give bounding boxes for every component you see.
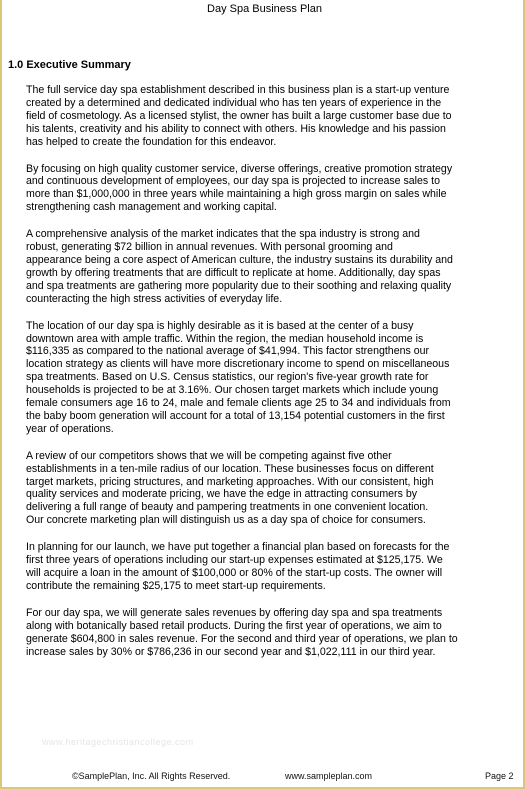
paragraph-location: The location of our day spa is highly desirable as it is based at the center of a busy downtown area with ample traffic. Within the region, the median household income is $116,335 as compared to the national average of $41,994. This factor strengthens our location strategy as clients will have more discretionary income to spend on miscellaneous spa treatments. Based on U.S. Census statistics, our region's five-year growth rate for households is projected to be at 3.16%. Our chosen target markets which include young female consumers age 16 to 24, male and female clients age 25 to 34 and individuals from the baby boom generation will account for a total of 13,154 potential customers in the first year of operations.	[26, 319, 451, 435]
footer-page-number: Page 2	[485, 771, 514, 781]
footer-url[interactable]: www.sampleplan.com	[285, 771, 373, 781]
document-title: Day Spa Business Plan	[207, 3, 322, 15]
page-footer	[2, 771, 525, 785]
paragraph-market-analysis: A comprehensive analysis of the market indicates that the spa industry is strong and robust, generating $72 billion in annual revenues. With personal grooming and appearance being a core aspect of American culture, the industry sustains its durability and growth by offering treatments that are difficult to replicate at home. Additionally, day spas and spa treatments are gathering more popularity due to their soothing and relaxing quality counteracting the high stress activities of everyday life.	[26, 228, 453, 305]
paragraph-growth-strategy: By focusing on high quality customer service, diverse offerings, creative promotion strategy and continuous development of employees, our day spa is projected to increase sales to more than $1,000,000 in three years while maintaining a high gross margin on sales while strengthening cash management and working capital.	[26, 162, 453, 214]
paragraph-owner-background: The full service day spa establishment described in this business plan is a start-up venture created by a determined and dedicated individual who has ten years of experience in the field of cosmetology. As a licensed stylist, the owner has built a large customer base due to his talents, creativity and his ability to connect with others. His knowledge and his passion has helped to create the foundation for this endeavor.	[26, 84, 452, 148]
section-heading: 1.0 Executive Summary	[8, 59, 131, 71]
footer-copyright: ©SamplePlan, Inc. All Rights Reserved.	[72, 771, 231, 781]
paragraph-competitors: A review of our competitors shows that we will be competing against five other establishments in a ten-mile radius of our location. These businesses focus on different target markets, pricing structures, and marketing approaches. With our consistent, high quality services and moderate pricing, we have the edge in attracting consumers by delivering a full range of beauty and pampering treatments in one convenient location. Our concrete marketing plan will distinguish us as a day spa of choice for consumers.	[26, 449, 434, 527]
paragraph-revenue-plan: For our day spa, we will generate sales revenues by offering day spa and spa treatments along with botanically based retail products. During the first year of operations, we aim to generate $604,800 in sales revenue. For the second and third year of operations, we plan to increase sales by 30% or $786,236 in our second year and $1,022,111 in our third year.	[26, 606, 458, 658]
watermark-text: www.heritagechristiancollege.com	[42, 737, 194, 747]
paragraph-financial-plan: In planning for our launch, we have put together a financial plan based on forecasts for the first three years of operations including our start-up expenses estimated at $125,175. We will acquire a loan in the amount of $100,000 or 80% of the start-up costs. The owner will contribute the remaining $25,175 to meet start-up requirements.	[26, 541, 450, 592]
executive-summary-body	[26, 84, 510, 672]
